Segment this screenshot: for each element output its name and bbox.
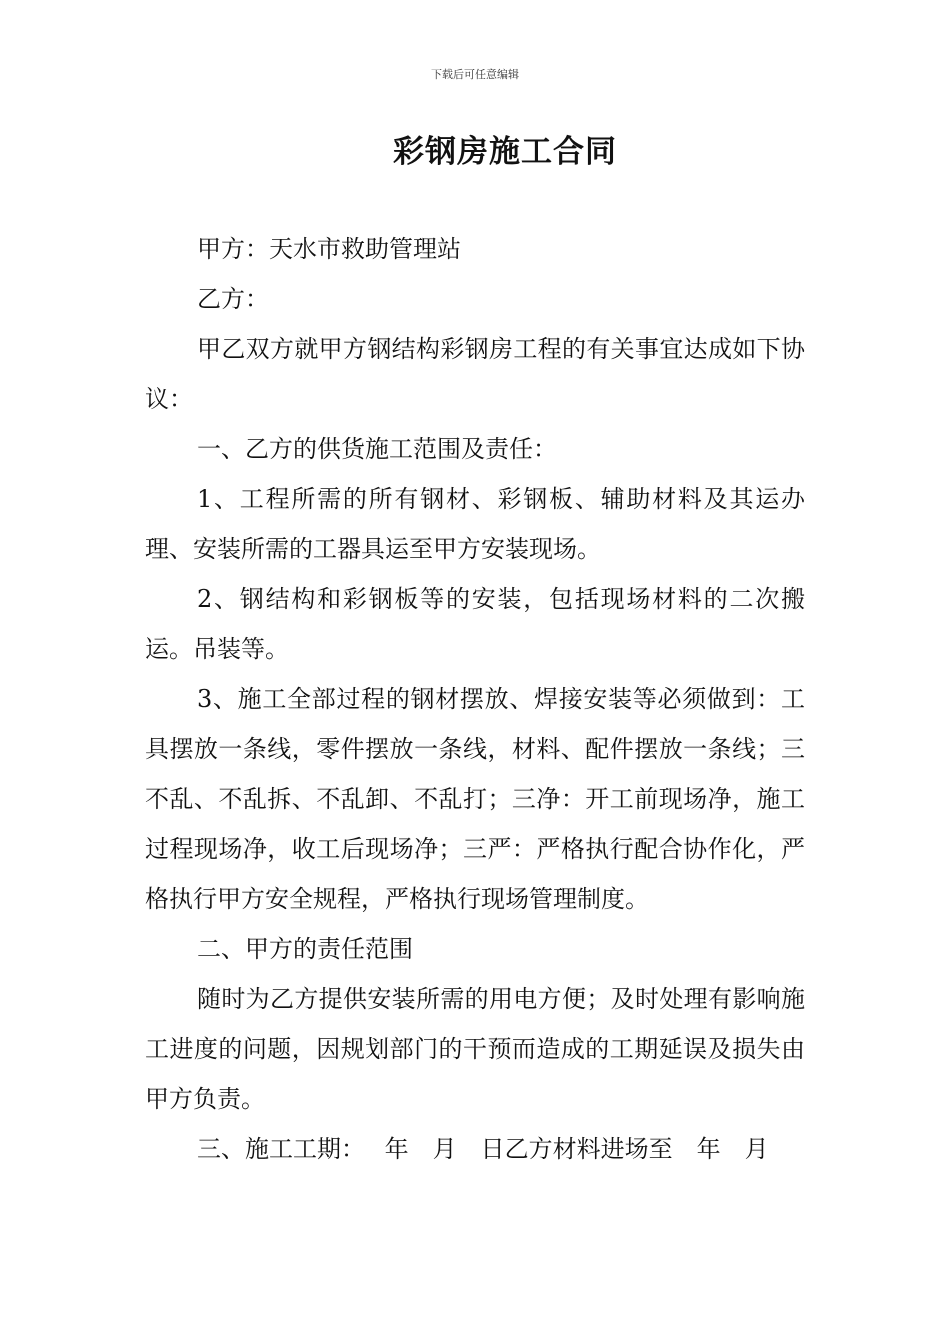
clause-1-1: 1、工程所需的所有钢材、彩钢板、辅助材料及其运办理、安装所需的工器具运至甲方安装现场。 (145, 485, 805, 563)
header-note: 下载后可任意编辑 (431, 68, 519, 81)
section-1-heading: 一、乙方的供货施工范围及责任： (197, 435, 557, 463)
section-3-period: 三、施工工期： 年 月 日乙方材料进场至 年 月 (197, 1135, 769, 1163)
party-b-line: 乙方： (197, 285, 269, 313)
agreement-intro: 甲乙双方就甲方钢结构彩钢房工程的有关事宜达成如下协议： (145, 335, 805, 413)
section-2-heading: 二、甲方的责任范围 (197, 935, 413, 963)
contract-body (145, 224, 805, 1174)
clause-1-2: 2、钢结构和彩钢板等的安装，包括现场材料的二次搬运。吊装等。 (145, 585, 805, 663)
party-a-line: 甲方：天水市救助管理站 (197, 235, 461, 263)
section-2-body: 随时为乙方提供安装所需的用电方便；及时处理有影响施工进度的问题，因规划部门的干预而造成的工期延误及损失由甲方负责。 (145, 985, 805, 1113)
document-title: 彩钢房施工合同 (393, 134, 617, 170)
clause-1-3: 3、施工全部过程的钢材摆放、焊接安装等必须做到：工具摆放一条线，零件摆放一条线，材料、配件摆放一条线；三不乱、不乱拆、不乱卸、不乱打；三净：开工前现场净，施工过程现场净，收工后现场净；三严：严格执行配合协作化，严格执行甲方安全规程，严格执行现场管理制度。 (145, 685, 805, 913)
